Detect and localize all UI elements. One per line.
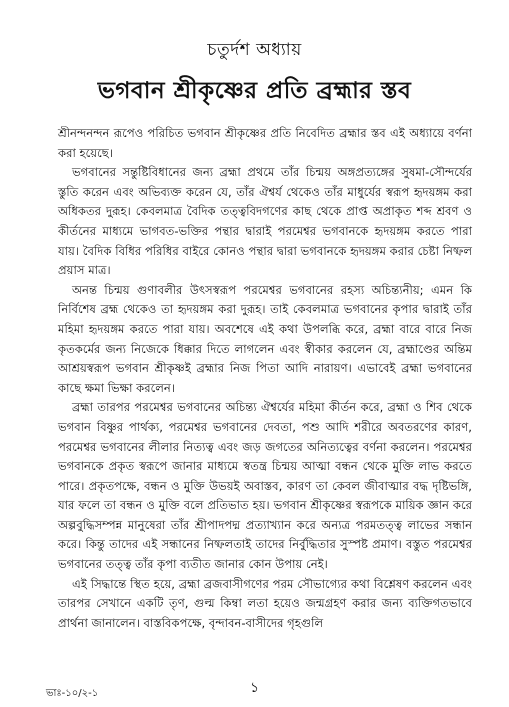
- chapter-label: চতুর্দশ অধ্যায়: [207, 40, 302, 60]
- body-text: [58, 124, 472, 633]
- paragraph: এই সিদ্ধান্তে স্থিত হয়ে, ব্রহ্মা ব্রজবাসীগণের পরম সৌভাগ্যের কথা বিশ্লেষণ করলেন এবং তারপর সেখানে একটি তৃণ, গুল্ম কিম্বা লতা হয়েও জন্মগ্রহণ করার জন্য ব্যক্তিগতভাবে প্রার্থনা জানালেন। বাস্তবিকপক্ষে, বৃন্দাবন-বাসীদের গৃহগুলি: [58, 576, 472, 630]
- chapter-title: ভগবান শ্রীকৃষ্ণের প্রতি ব্রহ্মার স্তব: [97, 77, 412, 104]
- footer-reference: ভাঃ-১০/২-১: [46, 688, 99, 699]
- paragraph-intro: শ্রীনন্দনন্দন রূপেও পরিচিত ভগবান শ্রীকৃষ্ণের প্রতি নিবেদিত ব্রহ্মার স্তব এই অধ্যায়ে বর্ণনা করা হয়েছে।: [58, 126, 472, 160]
- paragraph: ভগবানের সন্তুষ্টিবিধানের জন্য ব্রহ্মা প্রথমে তাঁর চিন্ময় অঙ্গপ্রত্যঙ্গের সুষমা-সৌন্দর্যের স্তুতি করেন এবং অভিব্যক্ত করেন যে, তাঁর ঐশ্বর্য থেকেও তাঁর মাধুর্যের স্বরূপ হৃদয়ঙ্গম করা অধিকতর দুরূহ। কেবলমাত্র বৈদিক তত্ত্ববিদগণের কাছ থেকে প্রাপ্ত অপ্রাকৃত শব্দ শ্রবণ ও কীর্তনের মাধ্যমে ভাগবত-ভক্তির পন্থার দ্বারাই পরমেশ্বর ভগবানকে হৃদয়ঙ্গম করতে পারা যায়। বৈদিক বিধির পরিধির বাইরে কোনও পন্থার দ্বারা ভগবানকে হৃদয়ঙ্গম করার চেষ্টা নিষ্ফল প্রয়াস মাত্র।: [58, 165, 472, 278]
- paragraph: ব্রহ্মা তারপর পরমেশ্বর ভগবানের অচিন্ত্য ঐশ্বর্যের মহিমা কীর্তন করে, ব্রহ্মা ও শিব থেকে ভগবান বিষ্ণুর পার্থক্য, পরমেশ্বর ভগবানের দেবতা, পশু আদি শরীরে অবতরণের কারণ, পরমেশ্বর ভগবানের লীলার নিত্যত্ব এবং জড় জগতের অনিত্যত্বের বর্ণনা করলেন। পরমেশ্বর ভগবানকে প্রকৃত স্বরূপে জানার মাধ্যমে স্বতন্ত্র চিন্ময় আত্মা বন্ধন থেকে মুক্তি লাভ করতে পারে। প্রকৃতপক্ষে, বন্ধন ও মুক্তি উভয়ই অবাস্তব, কারণ তা কেবল জীবাত্মার বদ্ধ দৃষ্টিভঙ্গি, যার ফলে তা বন্ধন ও মুক্তি বলে প্রতিভাত হয়। ভগবান শ্রীকৃষ্ণের স্বরূপকে মায়িক জ্ঞান করে অল্পবুদ্ধিসম্পন্ন মানুষেরা তাঁর শ্রীপাদপদ্ম প্রত্যাখ্যান করে অন্যত্র পরমতত্ত্ব লাভের সন্ধান করে। কিন্তু তাদের এই সন্ধানের নিষ্ফলতাই তাদের নির্বুদ্ধিতার সুস্পষ্ট প্রমাণ। বস্তুত পরমেশ্বর ভগবানের তত্ত্ব তাঁর কৃপা ব্যতীত জানার কোন উপায় নেই।: [58, 400, 472, 572]
- paragraph: অনন্ত চিন্ময় গুণাবলীর উৎসস্বরূপ পরমেশ্বর ভগবানের রহস্য অচিন্ত্যনীয়; এমন কি নির্বিশেষ ব্রহ্ম থেকেও তা হৃদয়ঙ্গম করা দুরূহ। তাই কেবলমাত্র ভগবানের কৃপার দ্বারাই তাঁর মহিমা হৃদয়ঙ্গম করতে পারা যায়। অবশেষে এই কথা উপলব্ধি করে, ব্রহ্মা বারে বারে নিজ কৃতকর্মের জন্য নিজেকে ধিক্কার দিতে লাগলেন এবং স্বীকার করলেন যে, ব্রহ্মাণ্ডের অন্তিম আশ্রয়স্বরূপ ভগবান শ্রীকৃষ্ণই ব্রহ্মার নিজ পিতা আদি নারায়ণ। এভাবেই ব্রহ্মা ভগবানের কাছে ক্ষমা ভিক্ষা করলেন।: [58, 282, 472, 395]
- page-number: ১: [249, 680, 260, 696]
